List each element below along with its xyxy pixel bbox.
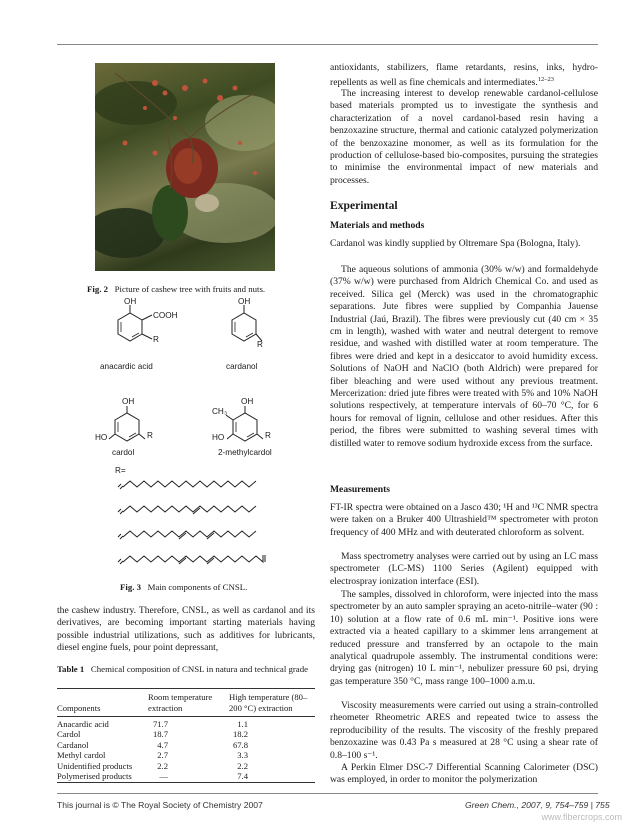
table-cell-high-temp: 3.3 [237, 750, 248, 761]
table-cell-component: Methyl cardol [57, 750, 106, 761]
r-atom: R [265, 431, 271, 440]
table-cell-component: Cardanol [57, 739, 89, 750]
table-cell-room-temp: — [159, 771, 168, 781]
figure-2-caption: Fig. 2 Picture of cashew tree with fruits and nuts. [87, 284, 266, 294]
table-1-caption: Table 1 Chemical composition of CNSL in natura and technical grade [57, 664, 308, 674]
table-header-room-temp: Room temperature extraction [148, 692, 213, 713]
table-cell-high-temp: 2.2 [237, 760, 248, 771]
measurements-paragraph-2: Mass spectrometry analyses were carried out by using an LC mass spectrometer (LC-MS) 1100 Series (Agilent) equipped with electrospray ionization interface (ESI). [330, 551, 598, 587]
r-group-label: R= [115, 466, 126, 475]
figure-3-caption: Fig. 3 Main components of CNSL. [120, 582, 248, 592]
watermark: www.fibercrops.com [541, 812, 622, 822]
ho-atom: HO [212, 433, 225, 442]
table-bottom-rule [57, 782, 315, 783]
ho-atom: HO [95, 433, 108, 442]
r-atom: R [147, 431, 153, 440]
materials-paragraph-2: The aqueous solutions of ammonia (30% w/w) and formaldehyde (37% w/w) were purchased from Aldrich Chemical Co. and used as received. Silica gel (Merck) was used in the chromatographic separations. Jute fibres were supplied by Companhia Jauense Industrial (Jaú, Brazil). The fibres were previously cut (40 cm × 35 cm in length), washed with water and neutral detergent to remove residue, and washed with distilled water at room temperature. The fibres were dried and kept in a desiccator to avoid humidity excess. Solutions of NaOH and NaClO (both Aldrich) were prepared for fiber bleaching and were used without any previous treatment. Mercerization: dried jute fibres were treated with 5% and 10% NaOH solutions respectively, at temperature intervals of 60–70 °C, for 6 hours for removal of lignin, cellulose and other residues. After this period, the fibres were submitted to washing several times with distilled water to remove sodium hydroxide excess from the surface. [330, 264, 598, 449]
table-header-rule [57, 716, 315, 717]
anacardic-acid-label: anacardic acid [100, 362, 153, 371]
table-cell-component: Cardol [57, 729, 81, 740]
table-cell-high-temp: 67.8 [232, 739, 248, 750]
measurements-paragraph-1: FT-IR spectra were obtained on a Jasco 430; ¹H and ¹³C NMR spectra were taken on a Bruker 400 Ultrashield™ spectrometer with proton frequency of 400 MHz and with deuterated chloroform as solvent. [330, 502, 598, 538]
oh-atom: OH [124, 297, 137, 306]
table-cell-component: Polymerised products [57, 771, 132, 781]
cashew-tree-photo [95, 63, 275, 271]
table-cell-room-temp: 4.7 [157, 739, 168, 750]
table-cell-room-temp: 2.2 [157, 760, 168, 771]
footer-copyright: This journal is © The Royal Society of Chemistry 2007 [57, 800, 263, 810]
cardanol-structure [222, 306, 282, 361]
oh-atom: OH [122, 397, 135, 406]
cardanol-label: cardanol [226, 362, 258, 371]
header-rule [57, 44, 598, 45]
table-header-components: Components [57, 703, 101, 713]
measurements-paragraph-4: Viscosity measurements were carried out using a strain-controlled rheometer Rheometric ARES and repeated twice to assess the reproducibility of the results. The viscosity of the freshly prepared benzoxazine was 0.43 Pa s measured at 28 °C using a shear rate of 0.8–100 s⁻¹. [330, 700, 598, 761]
methylcardol-label: 2-methylcardol [218, 448, 272, 457]
cooh-atom: COOH [153, 311, 178, 320]
subsection-heading-measurements: Measurements [330, 484, 391, 495]
cardol-label: cardol [112, 448, 135, 457]
measurements-paragraph-3: The samples, dissolved in chloroform, were injected into the mass spectrometer by an auto sampler spraying an aceto-nitrile–water (90 : 10) solution at a flow rate of 0.6 mL min⁻¹. Positive ions were extracted via a heated capillary to a skimmer lens arrangement at reduced pressure and transferred by an octapole to the main analytical quadrupole assembly. The instrumental conditions were: drying gas (nitrogen) 10 L min⁻¹, nebulizer pressure 60 psi, drying gas temperature 350 °C, mass range 100–1000 a.m.u. [330, 589, 598, 687]
table-top-rule [57, 688, 315, 689]
table-cell-room-temp: 71.7 [152, 719, 168, 729]
footer-rule [57, 793, 598, 794]
side-chain-structures [115, 475, 275, 580]
oh-atom: OH [238, 297, 251, 306]
r-atom: R [153, 335, 159, 344]
r-atom: R [257, 340, 263, 349]
table-cell-component: Unidentified products [57, 760, 133, 771]
measurements-paragraph-5: A Perkin Elmer DSC-7 Differential Scanning Calorimeter (DSC) was employed, in order to monitor the polymerization [330, 762, 598, 786]
left-column-paragraph: the cashew industry. Therefore, CNSL, as well as cardanol and its derivatives, are becoming important starting materials having possible industrial utilizations, such as additives for lubricants, diesel engine fuels, pour point depressant, [57, 605, 315, 654]
table-cell-high-temp: 7.4 [237, 771, 248, 781]
table-cell-high-temp: 18.2 [232, 729, 248, 740]
intro-paragraph-2: The increasing interest to develop renewable cardanol-cellulose based materials prompted us to investigate the synthesis and characterization of a novel cardanol-based resin having a benzoxazine structure, thermal and cationic catalyzed polymerization of the benzoxazine monomer, as well as its formulation for the production of cellulose-based bio-composites, pursuing the strategies to minimise the environmental impact of new materials and processes. [330, 88, 598, 186]
table-cell-component: Anacardic acid [57, 719, 109, 729]
section-heading-experimental: Experimental [330, 199, 398, 212]
table-header-high-temp: High temperature (80–200 °C) extraction [229, 692, 308, 713]
subsection-heading-materials: Materials and methods [330, 220, 425, 231]
table-cell-high-temp: 1.1 [237, 719, 248, 729]
oh-atom: OH [241, 397, 254, 406]
ch3-atom: CH₃ [212, 407, 228, 416]
table-cell-room-temp: 2.7 [157, 750, 168, 761]
intro-paragraph-1: antioxidants, stabilizers, flame retardants, resins, inks, hydro-repellents as well as fine chemicals and intermediates.$^{12-23}$ [330, 62, 598, 89]
materials-paragraph-1: Cardanol was kindly supplied by Oltremare Spa (Bologna, Italy). [330, 238, 581, 249]
table-cell-room-temp: 18.7 [152, 729, 168, 740]
footer-citation: Green Chem., 2007, 9, 754–759 | 755 [465, 800, 610, 810]
